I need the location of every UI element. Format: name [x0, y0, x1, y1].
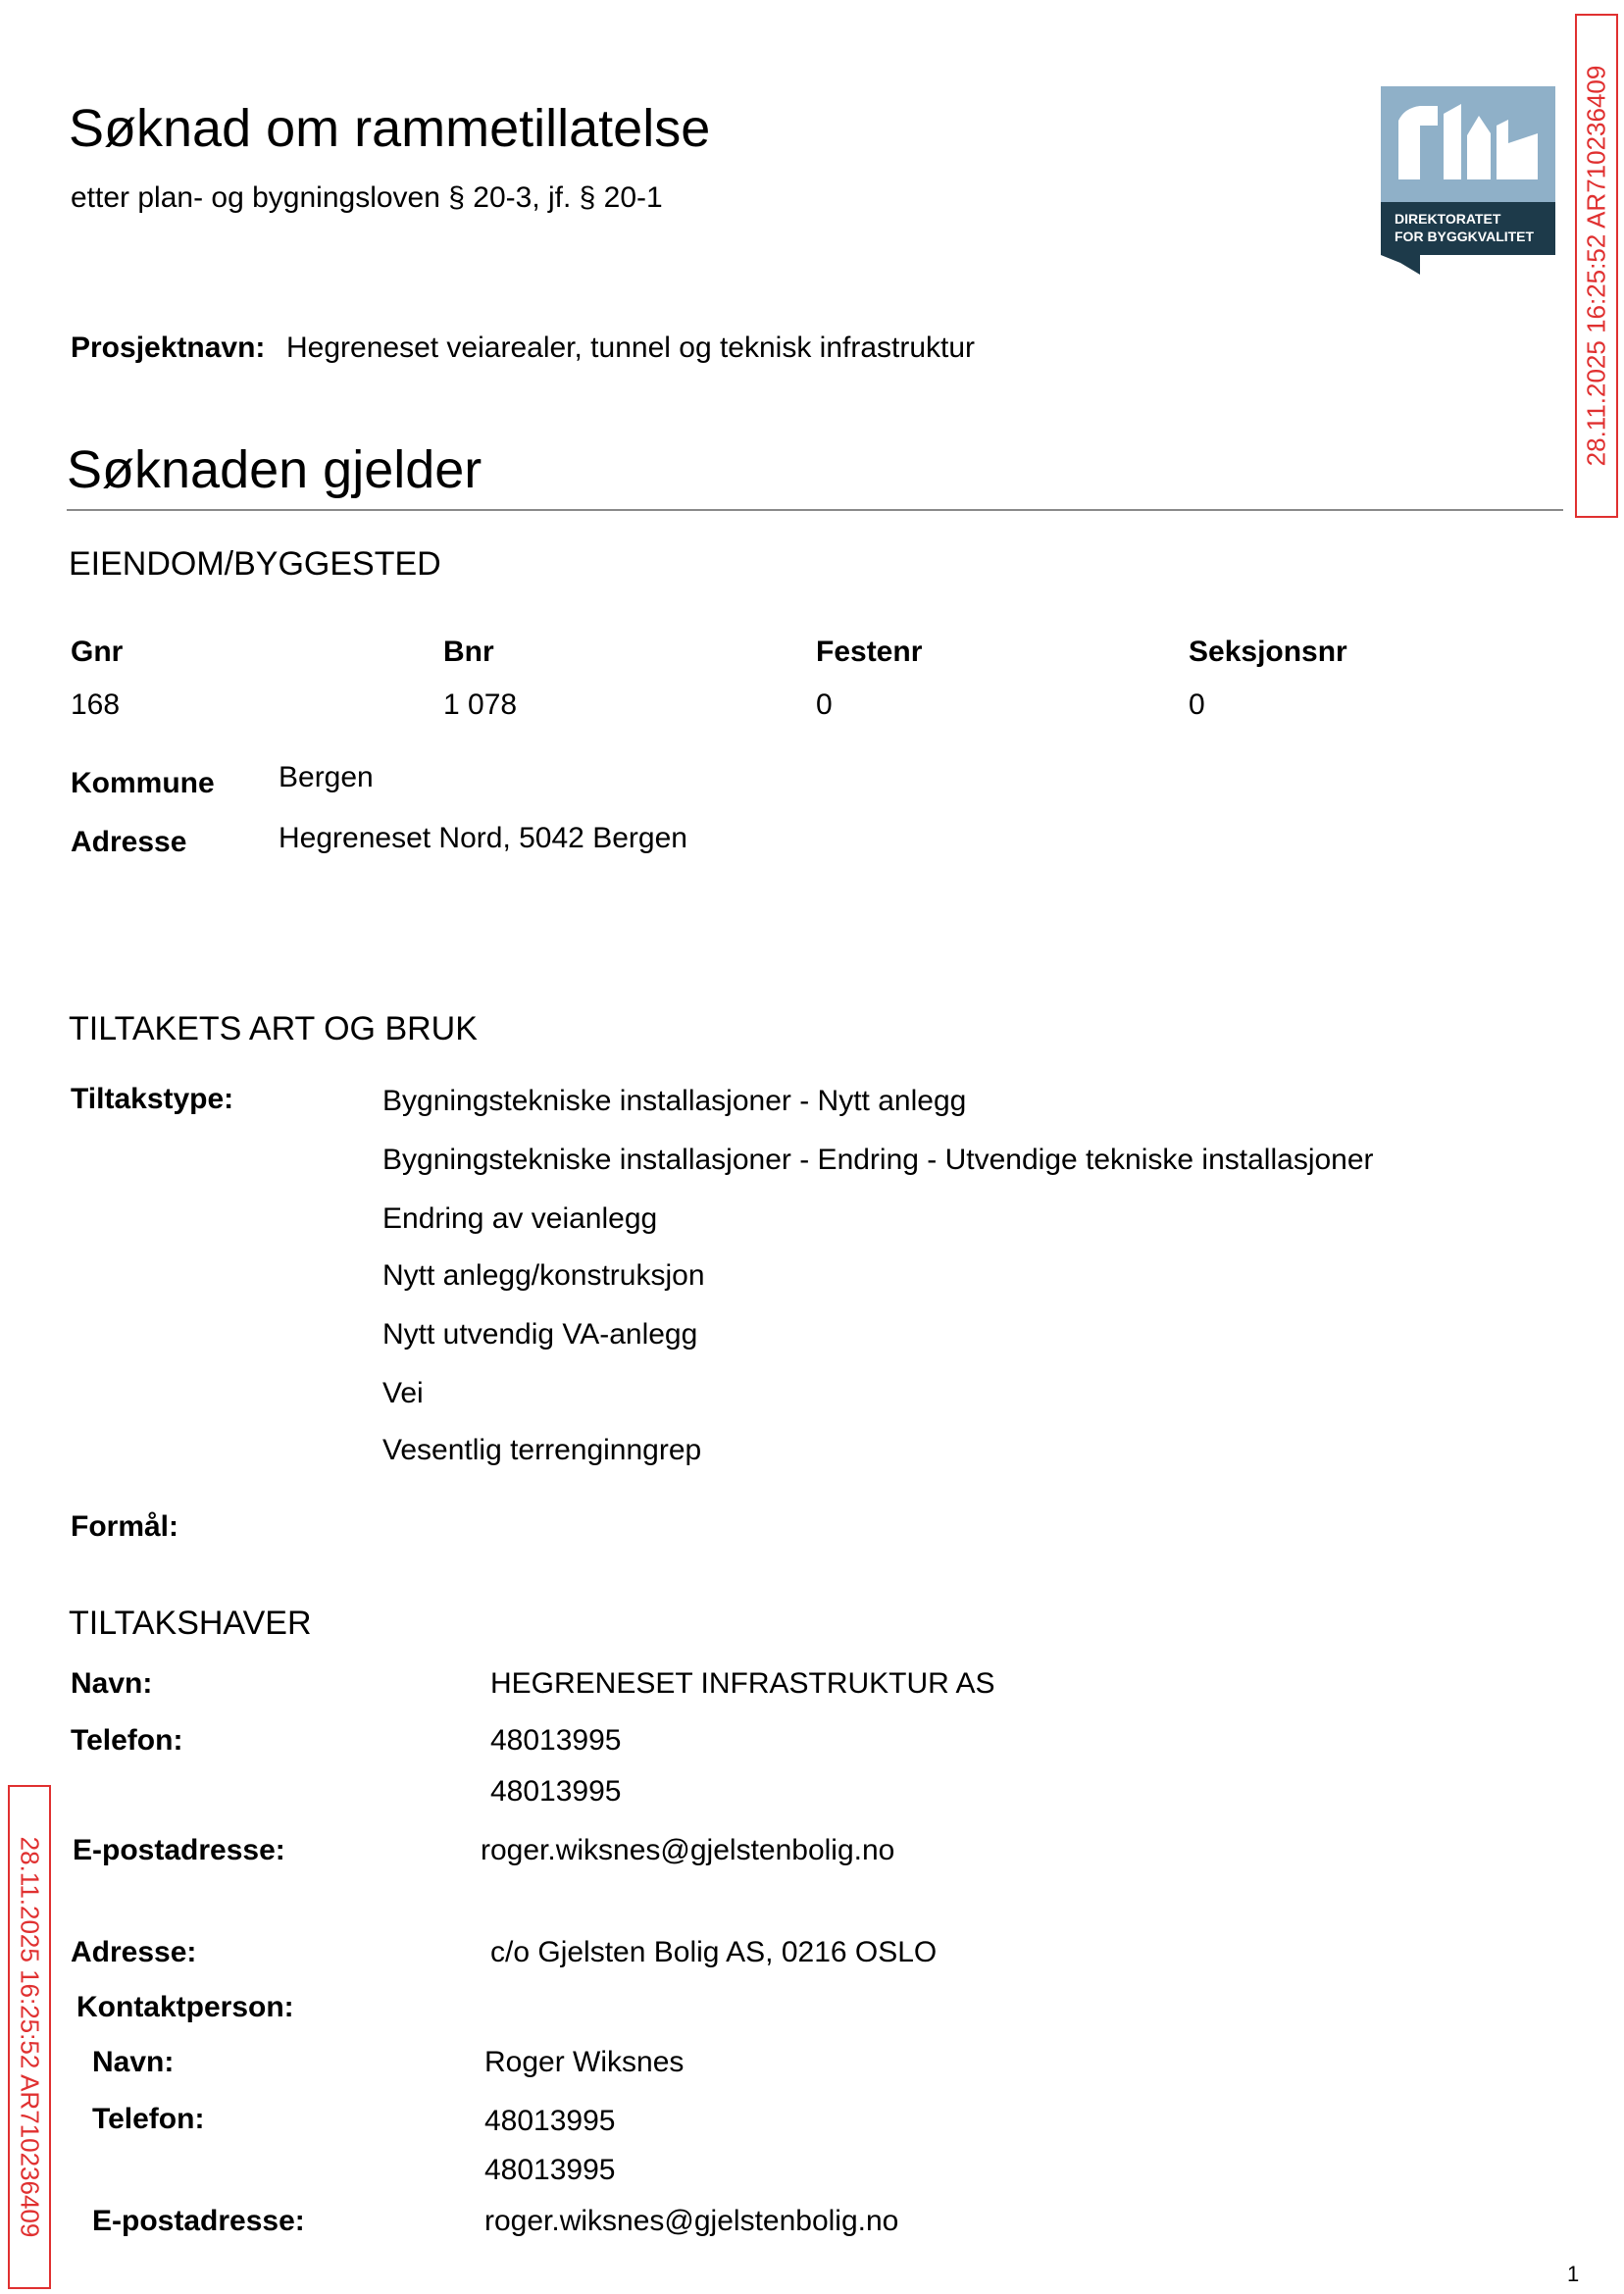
dibk-logo-icon — [1381, 86, 1555, 275]
section-divider — [67, 509, 1563, 511]
gnr-value: 168 — [71, 688, 121, 721]
kommune-value: Bergen — [279, 761, 374, 793]
kontakt-telefon-label: Telefon: — [92, 2103, 205, 2135]
kontakt-telefon-value-2: 48013995 — [484, 2154, 616, 2186]
date-stamp-top-text: 28.11.2025 16:25:52 AR710236409 — [1581, 65, 1611, 467]
date-stamp-bottom-text: 28.11.2025 16:25:52 AR710236409 — [15, 1836, 45, 2238]
tiltakstype-item: Nytt utvendig VA-anlegg — [382, 1318, 698, 1351]
kontaktperson-label: Kontaktperson: — [76, 1991, 294, 2023]
tiltakshaver-telefon-label: Telefon: — [71, 1724, 183, 1757]
formal-label: Formål: — [71, 1510, 179, 1543]
tiltakstype-item: Nytt anlegg/konstruksjon — [382, 1259, 705, 1292]
tiltakstype-item: Vei — [382, 1377, 424, 1409]
adresse-value: Hegreneset Nord, 5042 Bergen — [279, 822, 687, 854]
tiltakshaver-epost-label: E-postadresse: — [73, 1834, 285, 1866]
kontakt-telefon-value: 48013995 — [484, 2105, 616, 2137]
tiltakshaver-navn-label: Navn: — [71, 1667, 153, 1700]
tiltakstype-item: Endring av veianlegg — [382, 1202, 658, 1235]
gnr-label: Gnr — [71, 636, 124, 668]
festenr-label: Festenr — [816, 636, 923, 668]
kontakt-epost-label: E-postadresse: — [92, 2205, 305, 2237]
tiltakstype-item: Bygningstekniske installasjoner - Nytt anlegg — [382, 1085, 967, 1117]
document-subtitle: etter plan- og bygningsloven § 20-3, jf. § 20-1 — [71, 181, 663, 214]
tiltakshaver-heading: TILTAKSHAVER — [69, 1605, 312, 1642]
kontakt-navn-label: Navn: — [92, 2046, 175, 2078]
project-label: Prosjektnavn: — [71, 331, 266, 364]
tiltakstype-item: Vesentlig terrenginngrep — [382, 1434, 702, 1466]
adresse-label: Adresse — [71, 826, 187, 858]
dibk-logo — [1381, 86, 1555, 275]
kontakt-navn-value: Roger Wiksnes — [484, 2046, 685, 2078]
tiltakshaver-telefon-value-2: 48013995 — [490, 1775, 622, 1808]
tiltakstype-label: Tiltakstype: — [71, 1083, 234, 1115]
kontakt-epost-value: roger.wiksnes@gjelstenbolig.no — [484, 2205, 899, 2237]
kommune-label: Kommune — [71, 767, 215, 799]
section-title: Søknaden gjelder — [67, 440, 482, 499]
tiltakshaver-adresse-value: c/o Gjelsten Bolig AS, 0216 OSLO — [490, 1936, 938, 1968]
svg-text:DIREKTORATET: DIREKTORATET — [1395, 211, 1501, 227]
tiltakshaver-telefon-value: 48013995 — [490, 1724, 622, 1757]
bnr-label: Bnr — [443, 636, 494, 668]
tiltakshaver-epost-value: roger.wiksnes@gjelstenbolig.no — [481, 1834, 895, 1866]
page-number: 1 — [1567, 2262, 1580, 2286]
document-title: Søknad om rammetillatelse — [69, 99, 711, 158]
tiltak-heading: TILTAKETS ART OG BRUK — [69, 1010, 478, 1047]
tiltakshaver-navn-value: HEGRENESET INFRASTRUKTUR AS — [490, 1667, 995, 1700]
festenr-value: 0 — [816, 688, 833, 721]
seksjonsnr-value: 0 — [1189, 688, 1205, 721]
eiendom-heading: EIENDOM/BYGGESTED — [69, 545, 441, 583]
date-stamp-bottom — [8, 1785, 51, 2289]
project-value: Hegreneset veiarealer, tunnel og teknisk infrastruktur — [286, 331, 976, 364]
tiltakshaver-adresse-label: Adresse: — [71, 1936, 197, 1968]
tiltakstype-item: Bygningstekniske installasjoner - Endring - Utvendige tekniske installasjoner — [382, 1144, 1374, 1176]
bnr-value: 1 078 — [443, 688, 518, 721]
svg-text:FOR BYGGKVALITET: FOR BYGGKVALITET — [1395, 229, 1535, 244]
seksjonsnr-label: Seksjonsnr — [1189, 636, 1347, 668]
date-stamp-top — [1575, 14, 1618, 518]
